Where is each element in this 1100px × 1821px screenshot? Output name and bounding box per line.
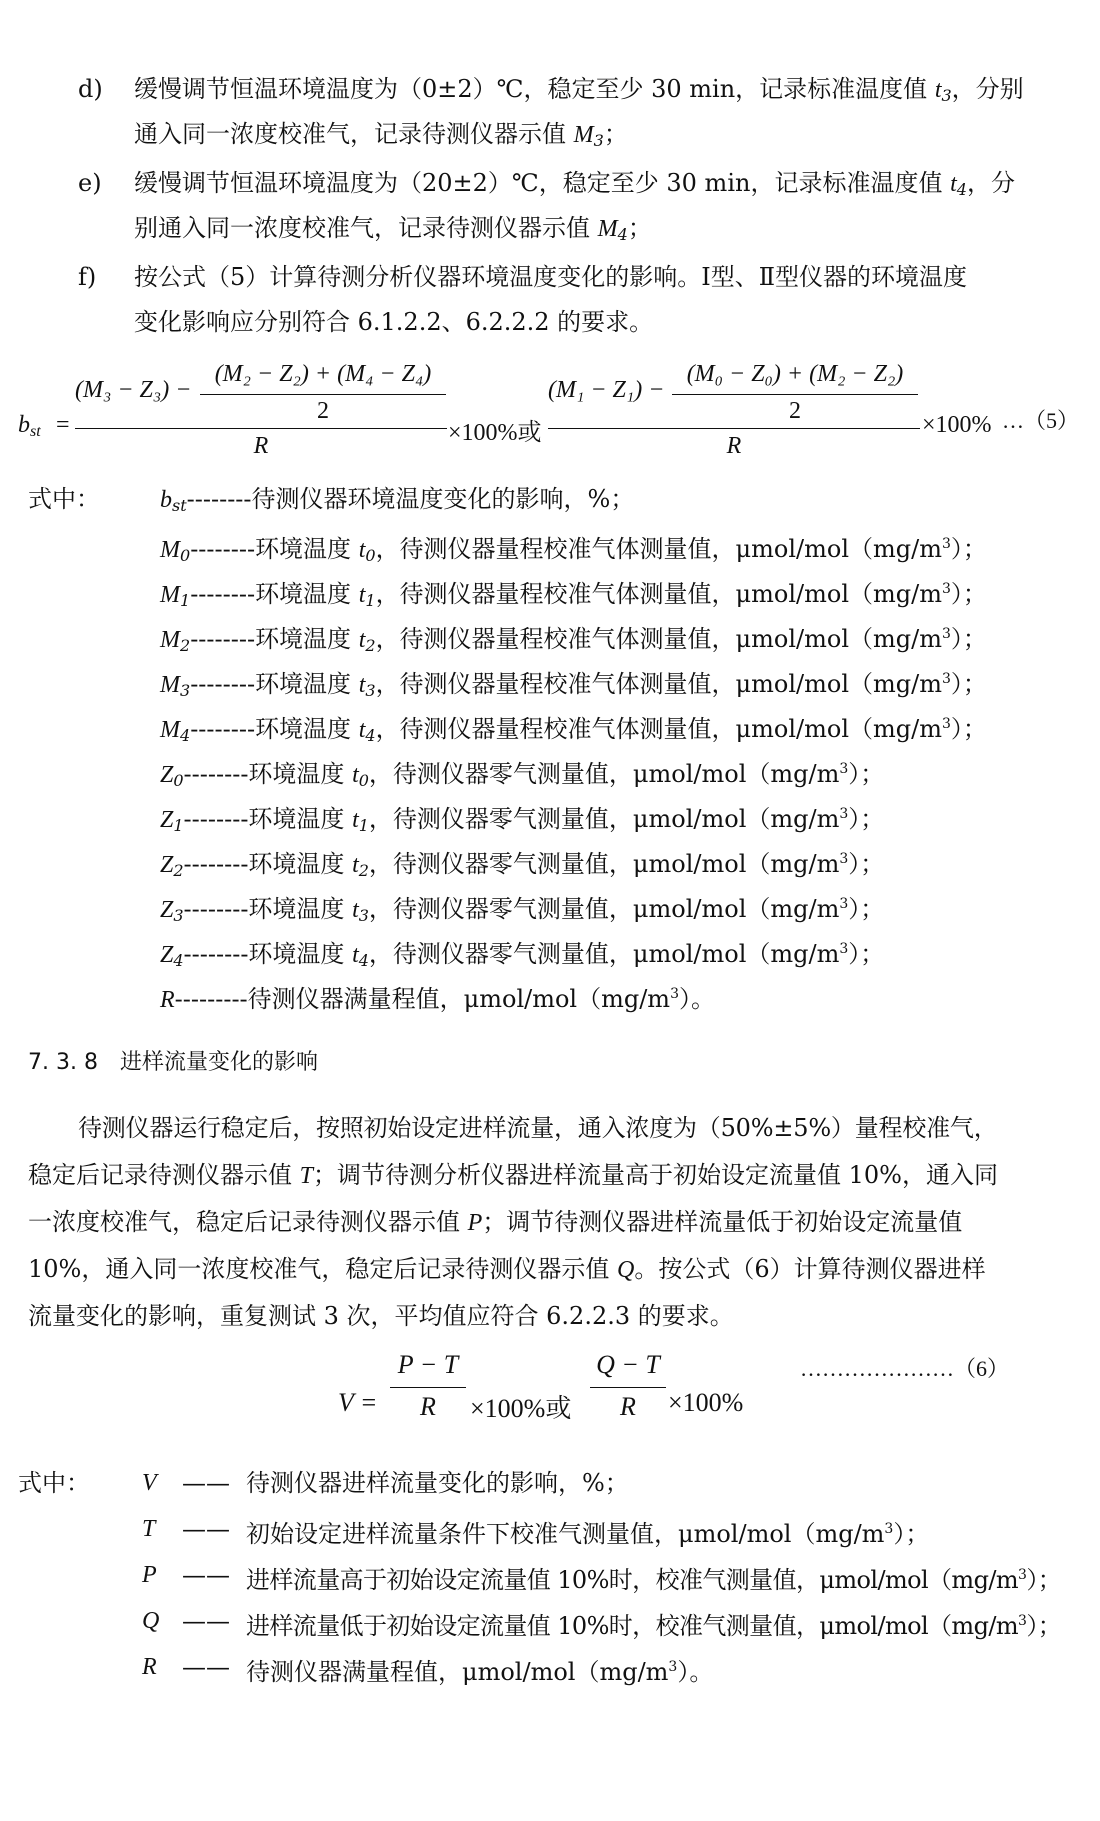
def-z0: $Z_0--------$环境温度 $t_0$，待测仪器零气测量值，μmol/$mol(mg/m^3)$； [160, 760, 885, 790]
formula5-tail: ×100% [922, 412, 992, 438]
step-d-line1: 缓慢调节恒温环境温度为（0±2）℃，稳定至少 30 min，记录标准温度值 $t_3$，分别 [134, 75, 1024, 105]
def6-t-dash: —— [182, 1515, 230, 1543]
step-d-line2: 通入同一浓度校准气，记录待测仪器示值 $M_3$； [134, 120, 628, 150]
formula5-a-denominator: R [253, 433, 269, 459]
section-heading [28, 1045, 318, 1076]
formula6-f2-bottom: R [620, 1392, 636, 1421]
def6-r-text: 待测仪器满量程值，μmol/$mol(mg/m^3)$。 [246, 1658, 714, 1686]
formula6-f2-top: Q − T [596, 1350, 660, 1379]
step-f-line1: 按公式（5）计算待测分析仪器环境温度变化的影响。Ⅰ型、Ⅱ型仪器的环境温度 [134, 263, 968, 291]
step-f-line2: 变化影响应分别符合 6.1.2.2、6.2.2.2 的要求。 [134, 308, 654, 336]
section-number: 7. 3. 8 [28, 1050, 98, 1075]
def6-p-text: 进样流量高于初始设定流量值 10%时，校准气测量值，μmol/$mol(mg/m^3)$； [246, 1566, 1062, 1594]
step-f-label: f) [78, 263, 97, 291]
def-z4: $Z_4--------$环境温度 $t_4$，待测仪器零气测量值，μmol/$mol(mg/m^3)$； [160, 940, 885, 970]
step-e-label: e) [78, 169, 102, 197]
def-z1: $Z_1--------$环境温度 $t_1$，待测仪器零气测量值，μmol/$mol(mg/m^3)$； [160, 805, 885, 835]
formula5-b-left: (M₁ − Z₁) − [548, 377, 665, 403]
formula5-a-inner-bottom: 2 [317, 398, 329, 424]
where-label-5: 式中： [28, 485, 100, 513]
formula6-f1-bottom: R [420, 1392, 436, 1421]
def6-t-symbol: T [142, 1516, 156, 1542]
formula5-a-inner-bar [200, 394, 446, 395]
def6-p-dash: —— [182, 1561, 230, 1589]
formula5-number: …（5） [1002, 408, 1080, 433]
formula5-b-bar [548, 428, 920, 429]
formula6-tail: ×100% [668, 1388, 744, 1417]
def6-r-dash: —— [182, 1653, 230, 1681]
def-m3: $M_3--------$环境温度 $t_3$，待测仪器量程校准气体测量值，μmol/$mol(mg/m^3)$； [160, 670, 987, 700]
formula5-a-left: (M₃ − Z₃) − [75, 377, 192, 403]
def-z2: $Z_2--------$环境温度 $t_2$，待测仪器零气测量值，μmol/$mol(mg/m^3)$； [160, 850, 885, 880]
def-b-st: $b_{st}--------$待测仪器环境温度变化的影响，%； [160, 485, 635, 515]
def6-q-symbol: Q [142, 1608, 160, 1634]
formula5-lhs: $b_{st}$ [18, 412, 41, 440]
def6-v-text: 待测仪器进样流量变化的影响，%； [246, 1469, 629, 1497]
section-title: 进样流量变化的影响 [119, 1050, 318, 1075]
formula5-a-bar [75, 428, 447, 429]
def6-q-text: 进样流量低于初始设定流量值 10%时，校准气测量值，μmol/$mol(mg/m^3)$； [246, 1612, 1062, 1640]
formula6-number: …………………（6） [800, 1356, 1010, 1381]
def-z3: $Z_3--------$环境温度 $t_3$，待测仪器零气测量值，μmol/$mol(mg/m^3)$； [160, 895, 885, 925]
formula5-b-inner-bottom: 2 [789, 398, 801, 424]
def6-v-dash: —— [182, 1469, 230, 1497]
def6-q-dash: —— [182, 1607, 230, 1635]
def-m4: $M_4--------$环境温度 $t_4$，待测仪器量程校准气体测量值，μmol/$mol(mg/m^3)$； [160, 715, 987, 745]
formula6-f2-bar [590, 1387, 666, 1388]
formula6-f1-top: P − T [397, 1350, 459, 1379]
formula5-b-denominator: R [726, 433, 742, 459]
formula6-mid: ×100%或 [470, 1394, 572, 1423]
formula5-eq: = [56, 412, 70, 438]
formula5-b-inner-bar [672, 394, 918, 395]
formula6-lhs: V = [338, 1388, 378, 1417]
def-m0: $M_0--------$环境温度 $t_0$，待测仪器量程校准气体测量值，μmol/$mol(mg/m^3)$； [160, 535, 987, 565]
step-e-line2: 别通入同一浓度校准气，记录待测仪器示值 $M_4$； [134, 214, 652, 244]
def6-t-text: 初始设定进样流量条件下校准气测量值，μmol/$mol(mg/m^3)$； [246, 1520, 930, 1548]
formula5-b-inner-top: (M₀ − Z₀) + (M₂ − Z₂) [686, 361, 904, 387]
def6-v-symbol: V [142, 1470, 157, 1496]
step-e-line1: 缓慢调节恒温环境温度为（20±2）℃，稳定至少 30 min，记录标准温度值 $t_4$，分 [134, 169, 1015, 199]
def-r-5: R---------待测仪器满量程值，μmol/$mol(mg/m^3)$。 [160, 985, 715, 1013]
def-m2: $M_2--------$环境温度 $t_2$，待测仪器量程校准气体测量值，μmol/$mol(mg/m^3)$； [160, 625, 987, 655]
formula6-f1-bar [390, 1387, 466, 1388]
formula5-mid: ×100%或 [448, 420, 542, 446]
def6-r-symbol: R [142, 1654, 157, 1680]
def6-p-symbol: P [142, 1562, 157, 1588]
formula5-a-inner-top: (M₂ − Z₂) + (M₄ − Z₄) [214, 361, 432, 387]
def-m1: $M_1--------$环境温度 $t_1$，待测仪器量程校准气体测量值，μmol/$mol(mg/m^3)$； [160, 580, 987, 610]
where-label-6: 式中： [18, 1469, 90, 1497]
step-d-label: d) [78, 75, 103, 103]
